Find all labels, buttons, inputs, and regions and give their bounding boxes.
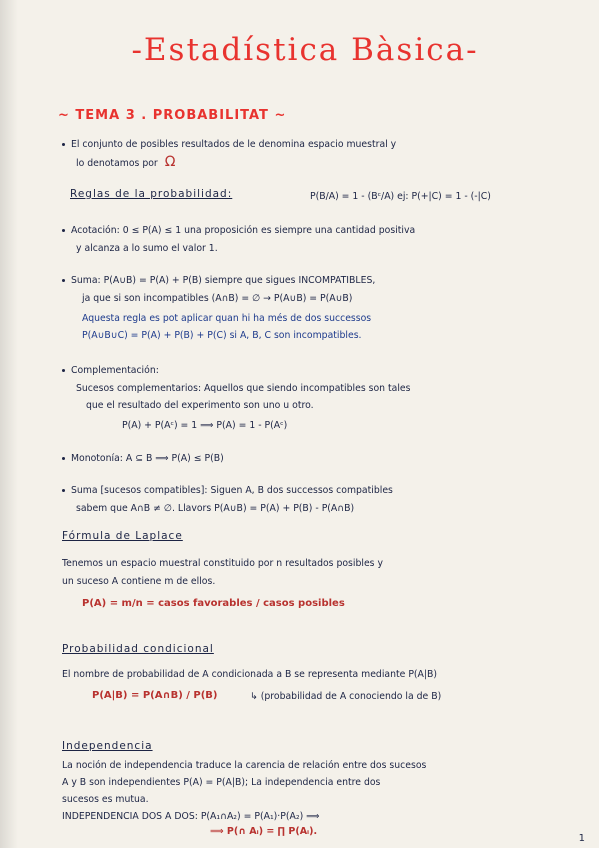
intro-line-2 [76,154,175,172]
gen-line-1 [62,482,393,499]
page-fold-shadow [0,0,18,848]
gen-line-2: sabem que A∩B ≠ ∅. Llavors P(A∪B) = P(A) + P(B) - P(A∩B) [76,503,355,514]
acotacion-line-2: y alcanza a lo sumo el valor 1. [76,243,218,254]
suma-text-1: Suma: P(A∪B) = P(A) + P(B) siempre que sigues INCOMPATIBLES, [71,275,376,286]
topic-heading: ~ TEMA 3 . PROBABILITAT ~ [58,108,287,123]
laplace-formula: P(A) = m/n = casos favorables / casos posibles [82,598,345,609]
comp-line-2: Sucesos complementarios: Aquellos que siendo incompatibles son tales [76,383,411,394]
page-number: 1 [578,833,585,844]
condicional-heading: Probabilidad condicional [62,643,214,655]
reglas-formula: P(B/A) = 1 - (Bᶜ/A) ej: P(+|C) = 1 - (-|C) [310,191,491,202]
acotacion-line-1 [62,222,415,239]
reglas-heading: Reglas de la probabilidad: [70,188,233,200]
bullet-icon [62,457,65,460]
independencia-line-5: ⟹ P(∩ Aᵢ) = ∏ P(Aᵢ). [210,826,318,837]
condicional-note: ↳ (probabilidad de A conociendo la de B) [250,691,442,702]
independencia-line-2: A y B son independientes P(A) = P(A|B); La independencia entre dos [62,777,381,788]
suma-line-3: Aquesta regla es pot aplicar quan hi ha més de dos successos [82,313,372,324]
independencia-line-3: sucesos es mutua. [62,794,149,805]
independencia-line-1: La noción de independencia traduce la carencia de relación entre dos sucesos [62,760,427,771]
comp-line-4: P(A) + P(Aᶜ) = 1 ⟹ P(A) = 1 - P(Aᶜ) [122,420,288,431]
bullet-icon [62,143,65,146]
gen-text-1: Suma [sucesos compatibles]: Siguen A, B dos successos compatibles [71,485,393,496]
laplace-heading: Fórmula de Laplace [62,530,183,542]
comp-line-1 [62,362,159,379]
suma-line-2: ja que si son incompatibles (A∩B) = ∅ → P(A∪B) = P(A∪B) [82,293,353,304]
independencia-heading: Independencia [62,740,153,752]
condicional-formula: P(A|B) = P(A∩B) / P(B) [92,690,218,701]
mono-text: Monotonía: A ⊆ B ⟹ P(A) ≤ P(B) [71,453,224,464]
intro-text-2: lo denotamos por [76,158,158,169]
intro-line-1 [62,136,396,153]
suma-line-4: P(A∪B∪C) = P(A) + P(B) + P(C) si A, B, C son incompatibles. [82,330,362,341]
page-title: -Estadística Bàsica- [131,32,479,68]
mono-line [62,450,224,467]
condicional-line-1: El nombre de probabilidad de A condicionada a B se representa mediante P(A|B) [62,669,438,680]
laplace-line-1: Tenemos un espacio muestral constituido por n resultados posibles y [62,558,383,569]
intro-text-1: El conjunto de posibles resultados de le denomina espacio muestral y [71,139,397,150]
independencia-line-4: INDEPENDENCIA DOS A DOS: P(A₁∩A₂) = P(A₁)·P(A₂) ⟹ [62,811,320,822]
bullet-icon [62,229,65,232]
bullet-icon [62,369,65,372]
omega-symbol: Ω [164,154,176,170]
laplace-line-2: un suceso A contiene m de ellos. [62,576,216,587]
bullet-icon [62,489,65,492]
suma-line-1 [62,272,375,289]
acotacion-text-1: Acotación: 0 ≤ P(A) ≤ 1 una proposición es siempre una cantidad positiva [71,225,416,236]
comp-text-1: Complementación: [71,365,159,376]
comp-line-3: que el resultado del experimento son uno u otro. [86,400,314,411]
bullet-icon [62,279,65,282]
